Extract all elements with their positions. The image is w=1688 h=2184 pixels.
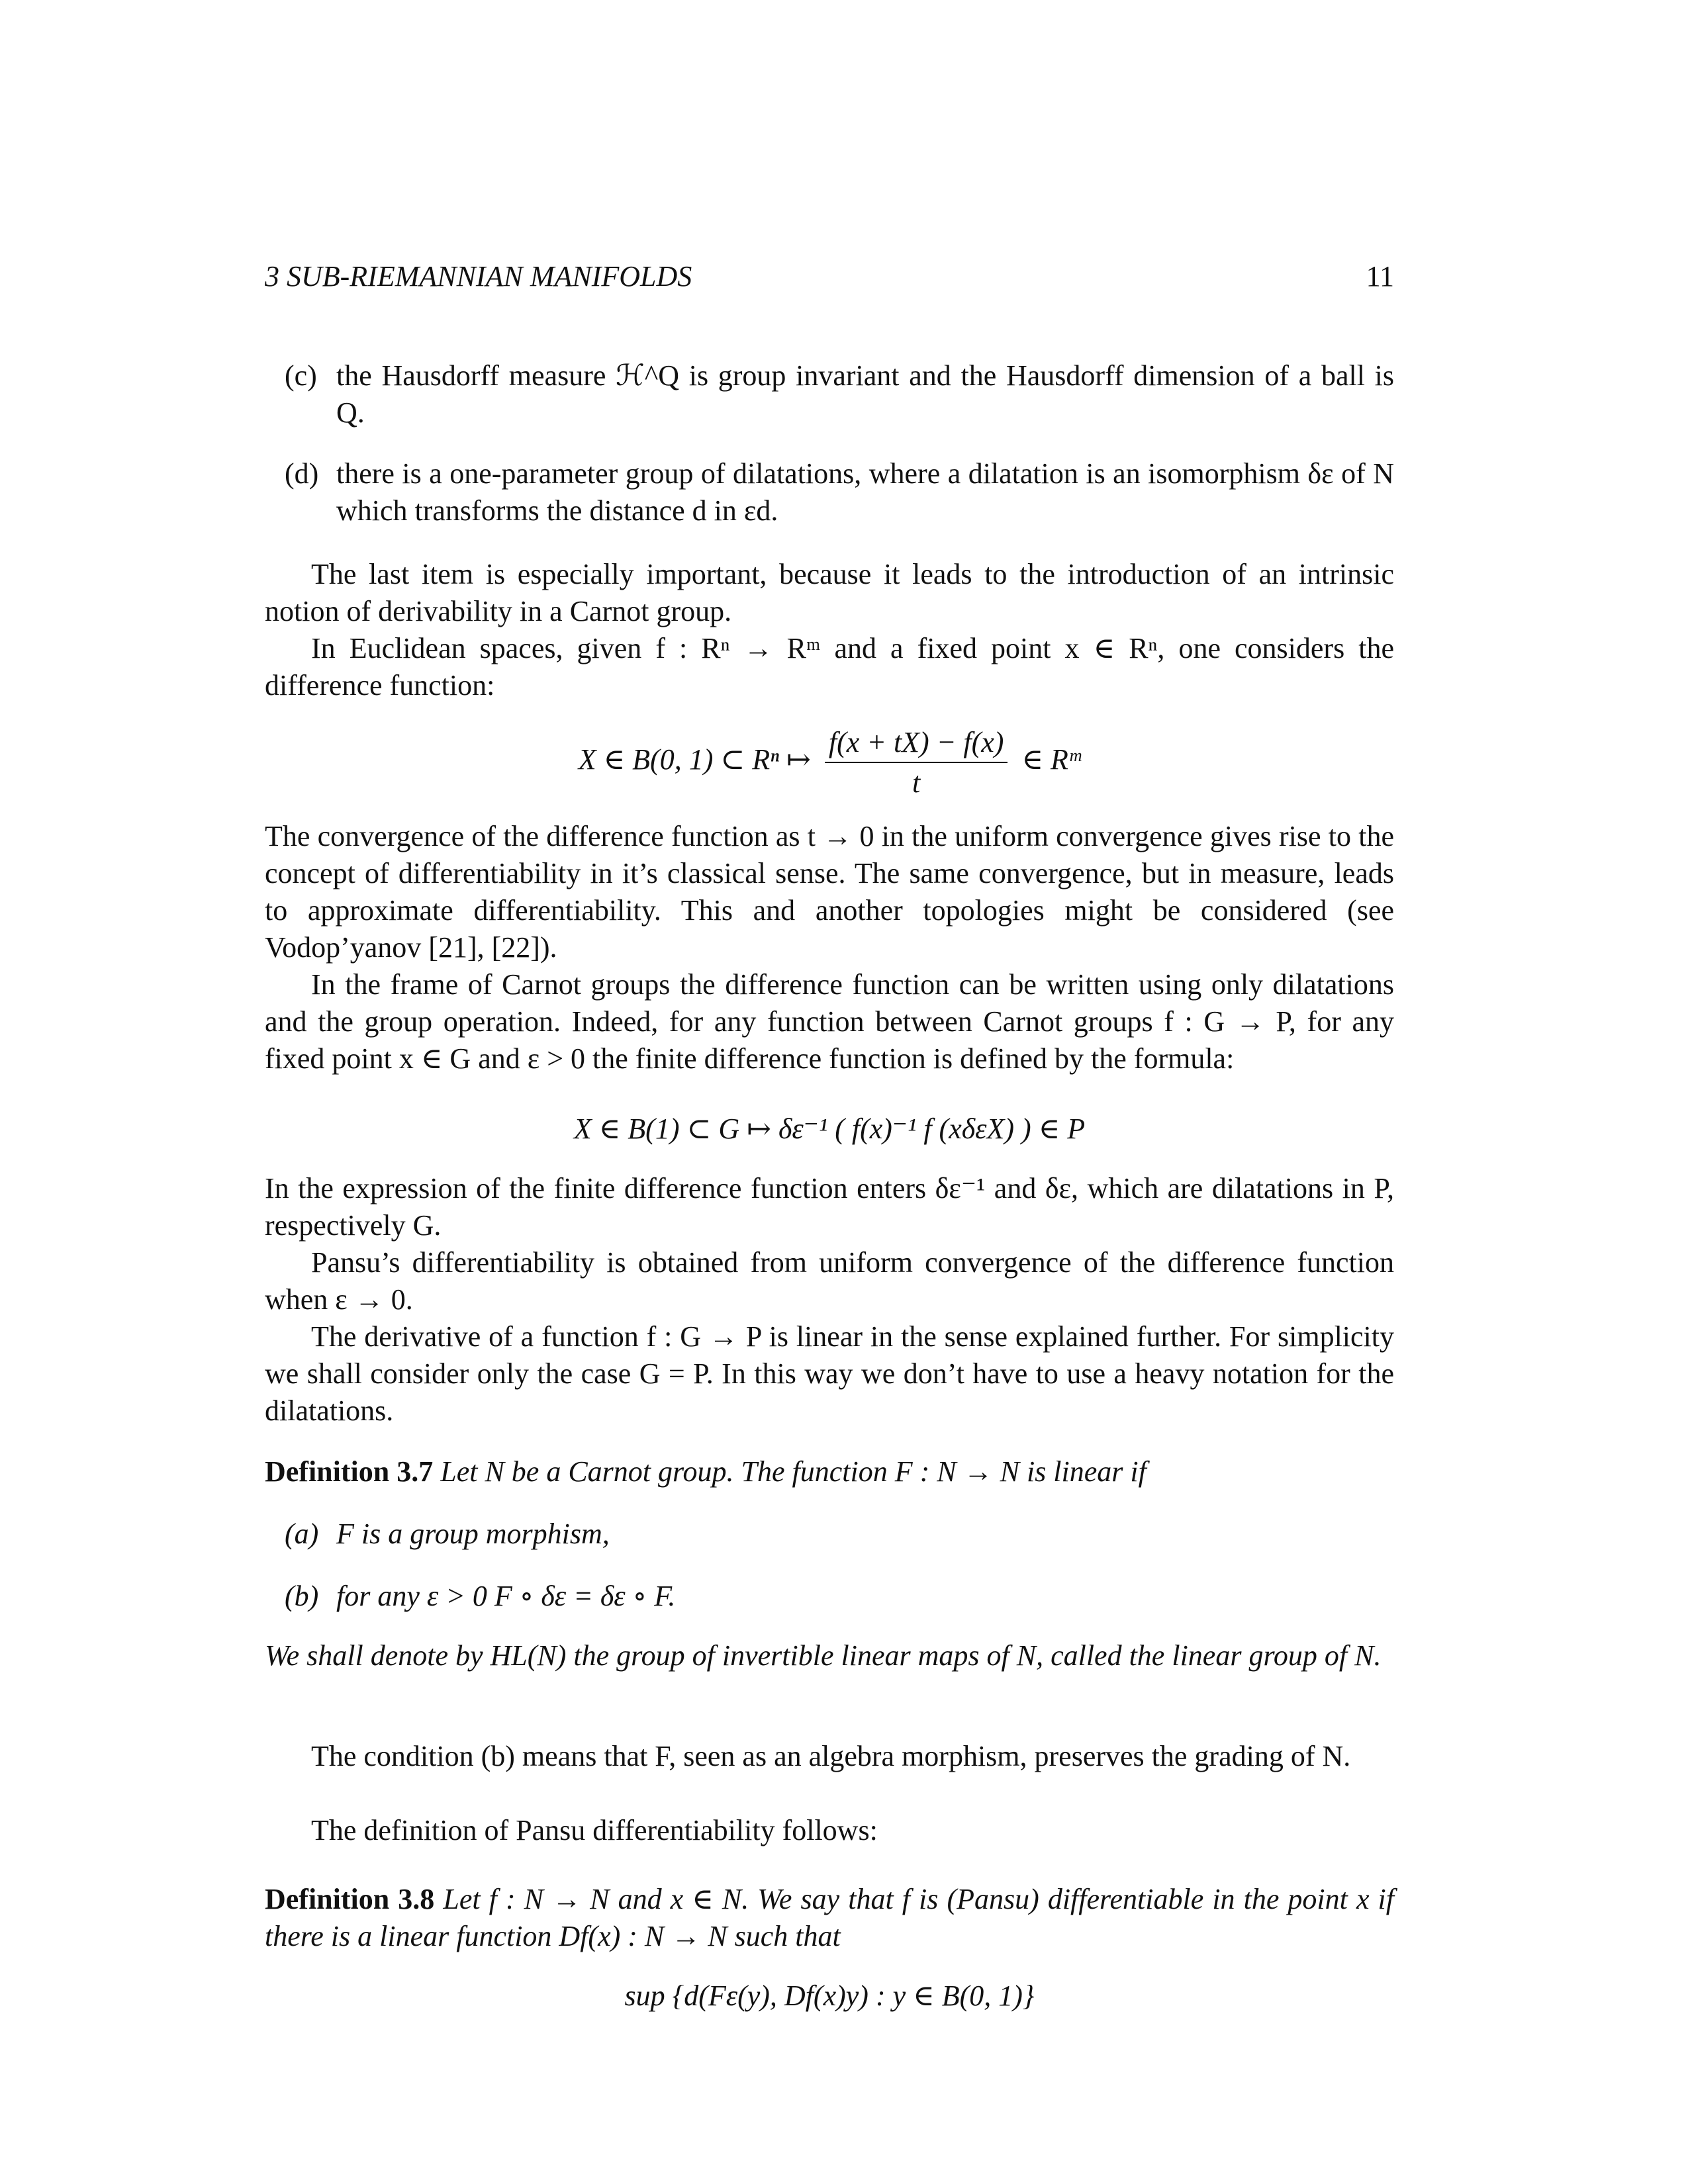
def-item-a (285, 1516, 1394, 1553)
paragraph-6: Pansu’s differentiability is obtained from uniform convergence of the difference function when ε → 0. (265, 1246, 1394, 1316)
definition-3-8-text: Let f : N → N and x ∈ N. We say that f is (Pansu) differentiable in the point x if there is a linear function Df(x) : N → N such that (265, 1883, 1394, 1952)
definition-3-7 (265, 1453, 1394, 1490)
definition-3-8-head: Definition 3.8 (265, 1883, 435, 1915)
equation-sup: sup {d(Fε(y), Df(x)y) : y ∈ B(0, 1)} (624, 1979, 1035, 2012)
list-text: the Hausdorff measure ℋ^Q is group invariant and the Hausdorff dimension of a ball is Q. (336, 359, 1394, 429)
equation-difference-function (265, 725, 1394, 799)
def-item-label: (a) (285, 1518, 319, 1550)
def-item-text: F is a group morphism, (336, 1518, 610, 1550)
list-label: (c) (285, 359, 317, 392)
equation-finite-difference: X ∈ B(1) ⊂ G ↦ δε⁻¹ ( f(x)⁻¹ f (xδεX) ) ∈ P (573, 1113, 1086, 1145)
paragraph-1: The last item is especially important, because it leads to the introduction of an intrinsic notion of derivability in a Carnot group. (265, 558, 1394, 627)
paragraph-8: The condition (b) means that F, seen as an algebra morphism, preserves the grading of N. (311, 1740, 1351, 1772)
eq1-denominator: t (912, 766, 921, 799)
def-item-label: (b) (285, 1580, 319, 1612)
eq1-numerator: f(x + tX) − f(x) (825, 725, 1008, 763)
definition-3-8 (265, 1881, 1394, 1955)
paragraph-7: The derivative of a function f : G → P is linear in the sense explained further. For simplicity we shall consider only the case G = P. In this way we don’t have to use a heavy notation for the dilatations. (265, 1320, 1394, 1427)
paragraph-2: In Euclidean spaces, given f : Rⁿ → Rᵐ and a fixed point x ∈ Rⁿ, one considers the difference function: (265, 632, 1394, 702)
list-label: (d) (285, 457, 319, 490)
definition-3-7-closing: We shall denote by HL(N) the group of invertible linear maps of N, called the linear group of N. (265, 1639, 1382, 1672)
eq1-fraction (825, 725, 1008, 799)
paragraph-9: The definition of Pansu differentiability follows: (311, 1814, 878, 1846)
definition-3-7-head: Definition 3.7 (265, 1455, 434, 1488)
def-item-text: for any ε > 0 F ∘ δε = δε ∘ F. (336, 1580, 676, 1612)
list-text: there is a one-parameter group of dilatations, where a dilatation is an isomorphism δε of N which transforms the distance d in εd. (336, 457, 1394, 527)
eq1-right: ∈ Rᵐ (1021, 743, 1081, 776)
list-item-d (285, 455, 1394, 529)
paragraph-4: In the frame of Carnot groups the difference function can be written using only dilatations and the group operation. Indeed, for any function between Carnot groups f : G → P, for any fixed point x ∈ G and ε > 0 the finite difference function is defined by the formula: (265, 968, 1394, 1075)
page-number: 11 (1366, 260, 1394, 293)
list-item-c (285, 357, 1394, 432)
definition-3-7-text: Let N be a Carnot group. The function F : N → N is linear if (440, 1455, 1147, 1488)
eq1-left: X ∈ B(0, 1) ⊂ Rⁿ ↦ (578, 743, 811, 776)
paragraph-3: The convergence of the difference function as t → 0 in the uniform convergence gives rise to the concept of differentiability in it’s classical sense. The same convergence, but in measure, leads to approximate differentiability. This and another topologies might be considered (see Vodop’yanov [21], [22]). (265, 820, 1394, 964)
def-item-b (285, 1578, 1394, 1615)
paragraph-5: In the expression of the finite difference function enters δε⁻¹ and δε, which are dilatations in P, respectively G. (265, 1172, 1394, 1242)
running-header (265, 259, 1394, 299)
section-title: 3 SUB-RIEMANNIAN MANIFOLDS (265, 260, 692, 293)
